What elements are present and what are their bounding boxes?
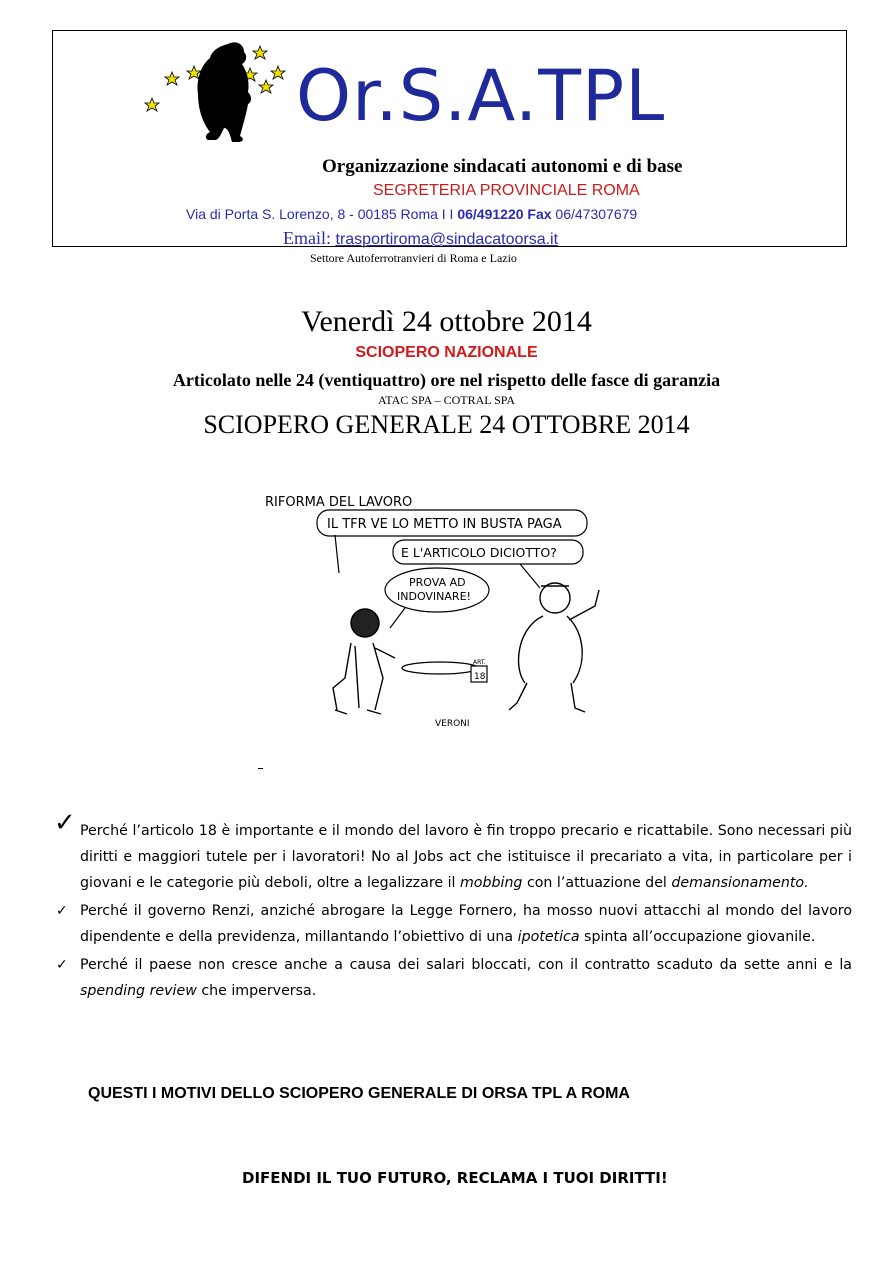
address-line <box>186 206 637 222</box>
check-icon: ✓ <box>56 903 68 919</box>
balloon-1-text: IL TFR VE LO METTO IN BUSTA PAGA <box>327 517 562 532</box>
balloon-3-line-1: PROVA AD <box>409 576 466 589</box>
article-tag-number: 18 <box>474 672 486 682</box>
left-figure <box>333 609 395 714</box>
reasons-list <box>54 808 852 1006</box>
email-link[interactable]: trasportiroma@sindacatoorsa.it <box>335 231 559 248</box>
email-label: Email: <box>283 228 336 248</box>
organization-name: Organizzazione sindacati autonomi e di base <box>322 156 683 177</box>
stray-mark <box>258 768 263 769</box>
email-line <box>283 228 558 249</box>
right-figure <box>509 583 599 712</box>
cartoon-caption: RIFORMA DEL LAVORO <box>265 495 413 510</box>
list-item: ✓ Perché il governo Renzi, anziché abrogare la Legge Fornero, ha mosso nuovi attacchi al mondo del lavoro dipendente e della previdenza, millantando l’obiettivo di una ipotetica spinta all’occupazione giovanile. <box>56 898 852 950</box>
balloon-2-text: E L'ARTICOLO DICIOTTO? <box>401 545 557 560</box>
reasons-summary: QUESTI I MOTIVI DELLO SCIOPERO GENERALE DI ORSA TPL A ROMA <box>88 1085 630 1102</box>
companies-line: ATAC SPA – COTRAL SPA <box>377 393 516 407</box>
national-strike-heading: SCIOPERO NAZIONALE <box>355 344 538 361</box>
fax-label: Fax <box>527 206 552 222</box>
check-icon: ✓ <box>56 957 68 973</box>
closing-slogan: DIFENDI IL TUO FUTURO, RECLAMA I TUOI DIRITTI! <box>242 1169 668 1187</box>
cartoon-illustration <box>255 478 630 733</box>
provincial-secretariat: SEGRETERIA PROVINCIALE ROMA <box>373 182 640 199</box>
check-icon: ✓ <box>54 808 76 838</box>
sector-line: Settore Autoferrotranvieri di Roma e Lazio <box>310 251 517 265</box>
balloon-3-line-2: INDOVINARE! <box>397 590 471 603</box>
date-headline: Venerdì 24 ottobre 2014 <box>301 305 592 338</box>
list-item: ✓ Perché l’articolo 18 è importante e il mondo del lavoro è fin troppo precario e ricattabile. Sono necessari più diritti e maggiori tutele per i lavoratori! No al Jobs act che istituisce il precariato a vita, in particolare per i giovani e le categorie più deboli, oltre a legalizzare il mobbing con l’attuazione del demansionamento. <box>54 808 852 891</box>
strike-schedule-note: Articolato nelle 24 (ventiquattro) ore nel rispetto delle fasce di garanzia <box>172 370 721 390</box>
general-strike-heading: SCIOPERO GENERALE 24 OTTOBRE 2014 <box>203 410 690 439</box>
fax-number: 06/47307679 <box>551 206 638 222</box>
brand-title: Or.S.A.TPL <box>296 55 666 137</box>
address-separator: I I <box>437 206 458 222</box>
article-tag-label: ART. <box>473 659 486 666</box>
street-address: Via di Porta S. Lorenzo, 8 - 00185 Roma <box>186 206 438 222</box>
bear-stars-logo-icon <box>140 36 300 146</box>
list-item: ✓ Perché il paese non cresce anche a causa dei salari bloccati, con il contratto scaduto da sette anni e la spending review che imperversa. <box>56 952 852 1004</box>
phone-number: 06/491220 <box>457 206 524 222</box>
cartoon-signature: VERONI <box>435 719 470 729</box>
